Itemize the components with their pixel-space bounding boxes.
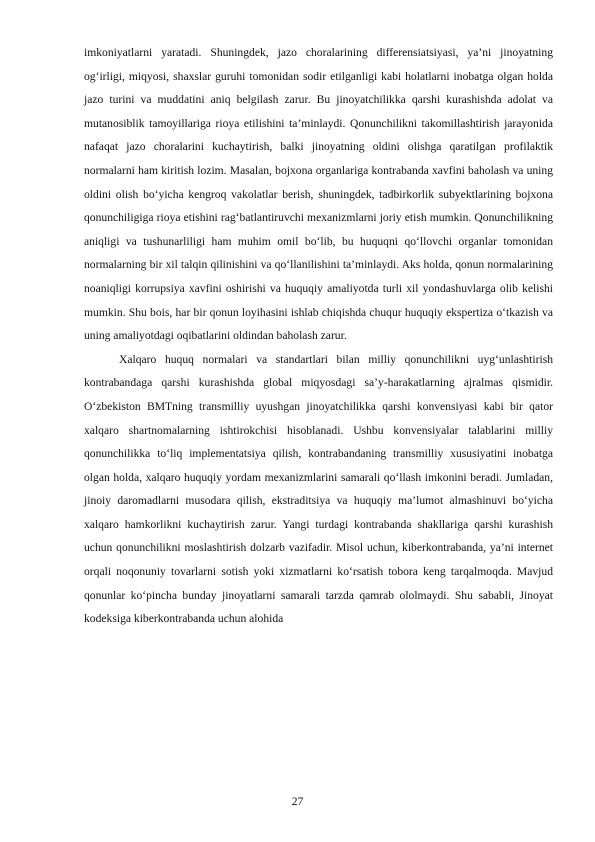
body-text <box>84 41 553 631</box>
page-number: 27 <box>291 795 304 808</box>
paragraph-international-law: Xalqaro huquq normalari va standartlari bilan milliy qonunchilikni uyg‘unlashtirish kontrabandaga qarshi kurashishda global miqyosdagi sa’y-harakatlarning ajralmas qismidir. O‘zbekiston BMTning transmilliy uyushgan jinoyatchilikka qarshi konvensiyasi kabi bir qator xalqaro shartnomalarning ishtirokchisi hisoblanadi. Ushbu konvensiyalar talablarini milliy qonunchilikka to‘liq implementatsiya qilish, kontrabandaning transmilliy xususiyatini inobatga olgan holda, xalqaro huquqiy yordam mexanizmlarini samarali qo‘llash imkonini beradi. Jumladan, jinoiy daromadlarni musodara qilish, ekstraditsiya va huquqiy ma’lumot almashinuvi bo‘yicha xalqaro hamkorlikni kuchaytirish zarur. Yangi turdagi kontrabanda shakllariga qarshi kurashish uchun qonunchilikni moslashtirish dolzarb vazifadir. Misol uchun, kiberkontrabanda, ya’ni internet orqali noqonuniy tovarlarni sotish yoki xizmatlarni ko‘rsatish tobora keng tarqalmoqda. Mavjud qonunlar ko‘pincha bunday jinoyatlarni samarali tarzda qamrab ololmaydi. Shu sababli, Jinoyat kodeksiga kiberkontrabanda uchun alohida <box>84 352 553 626</box>
paragraph-continuation: imkoniyatlarni yaratadi. Shuningdek, jazo choralarining differensiatsiyasi, ya’ni jinoyatning og‘irligi, miqyosi, shaxslar guruhi tomonidan sodir etilganligi kabi holatlarni inobatga olgan holda jazo turini va muddatini aniq belgilash zarur. Bu jinoyatchilikka qarshi kurashishda adolat va mutanosiblik tamoyillariga rioya etilishini ta’minlaydi. Qonunchilikni takomillashtirish jarayonida nafaqat jazo choralarini kuchaytirish, balki jinoyatning oldini olishga qaratilgan profilaktik normalarni ham kiritish lozim. Masalan, bojxona organlariga kontrabanda xavfini baholash va uning oldini olish bo‘yicha kengroq vakolatlar berish, shuningdek, tadbirkorlik subyektlarining bojxona qonunchiligiga rioya etishini rag‘batlantiruvchi mexanizmlarni joriy etish mumkin. Qonunchilikning aniqligi va tushunarliligi ham muhim omil bo‘lib, bu huquqni qo‘llovchi organlar tomonidan normalarning bir xil talqin qilinishini va qo‘llanilishini ta’minlaydi. Aks holda, qonun normalarining noaniqligi korrupsiya xavfini oshirishi va huquqiy amaliyotda turli xil yondashuvlarga olib kelishi mumkin. Shu bois, har bir qonun loyihasini ishlab chiqishda chuqur huquqiy ekspertiza o‘tkazish va uning amaliyotdagi oqibatlarini oldindan baholash zarur. <box>84 46 553 343</box>
